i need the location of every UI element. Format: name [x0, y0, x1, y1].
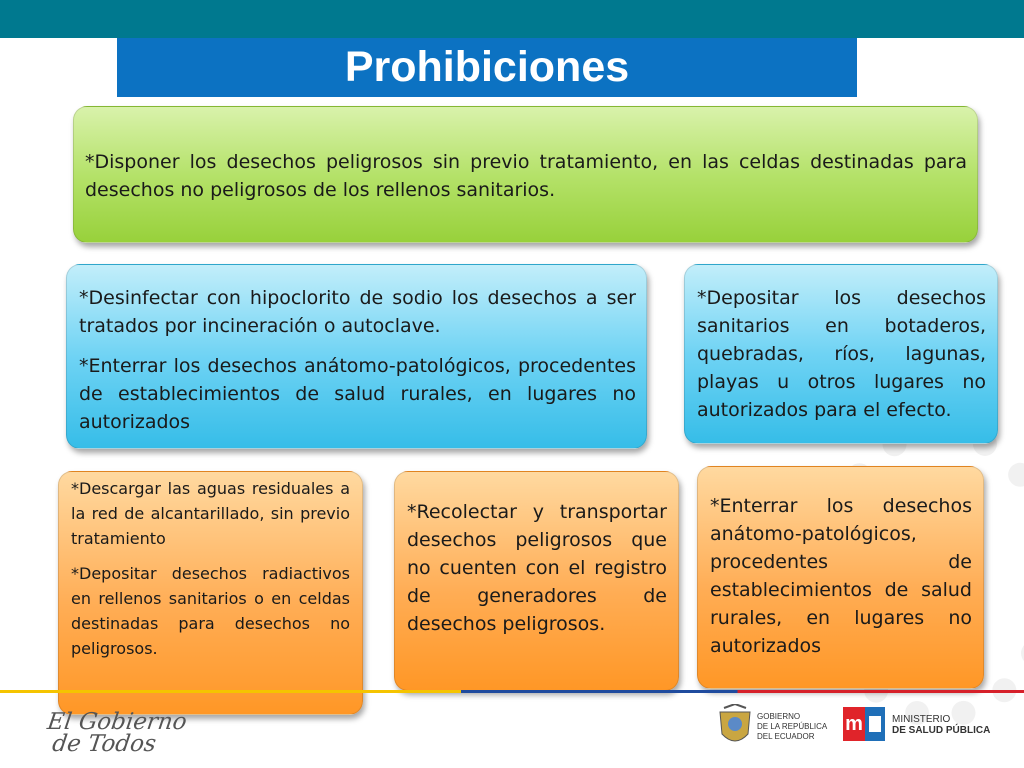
footer-tricolor-line — [0, 690, 1024, 693]
prohibition-box-desinfectar — [66, 264, 647, 449]
prohibition-text: *Enterrar los desechos anátomo-patológicos, procedentes de establecimientos de salud rurales, en lugares no autorizados — [710, 495, 972, 657]
prohibition-box-descargar — [58, 471, 363, 715]
prohibition-text: *Descargar las aguas residuales a la red de alcantarillado, sin previo tratamiento — [71, 479, 350, 548]
slide-title: Prohibiciones — [344, 43, 630, 91]
prohibition-box-depositar-sanitarios — [684, 264, 998, 444]
prohibition-text: *Disponer los desechos peligrosos sin previo tratamiento, en las celdas destinadas para desechos no peligrosos de los rellenos sanitarios. — [85, 151, 967, 201]
prohibition-box-enterrar — [697, 466, 984, 689]
prohibition-text: *Enterrar los desechos anátomo-patológicos, procedentes de establecimientos de salud rurales, en lugares no autorizados — [79, 355, 636, 433]
top-color-bar — [0, 0, 1024, 38]
title-banner — [117, 38, 857, 97]
ministerio-salud-logo-text: MINISTERIO DE SALUD PÚBLICA — [892, 714, 991, 736]
msp-logo-icon: m — [843, 707, 887, 743]
slogan-line: El Gobierno — [45, 709, 189, 735]
ecuador-shield-icon — [716, 704, 754, 748]
prohibition-text: *Depositar desechos radiactivos en rellenos sanitarios o en celdas destinadas para desechos no peligrosos. — [71, 564, 350, 658]
prohibition-box-disponer — [73, 106, 978, 243]
slogan-line: de Todos — [50, 731, 158, 757]
prohibition-box-recolectar — [394, 471, 679, 691]
gobierno-slogan-logo — [43, 711, 188, 755]
prohibition-text: *Depositar los desechos sanitarios en botaderos, quebradas, ríos, lagunas, playas u otros lugares no autorizados para el efecto. — [697, 287, 986, 421]
prohibition-text: *Recolectar y transportar desechos peligrosos que no cuenten con el registro de generadores de desechos peligrosos. — [407, 501, 667, 635]
prohibition-text: *Desinfectar con hipoclorito de sodio los desechos a ser tratados por incineración o autoclave. — [79, 287, 636, 337]
gobierno-ecuador-logo-text: GOBIERNO DE LA REPÚBLICA DEL ECUADOR — [757, 712, 828, 741]
